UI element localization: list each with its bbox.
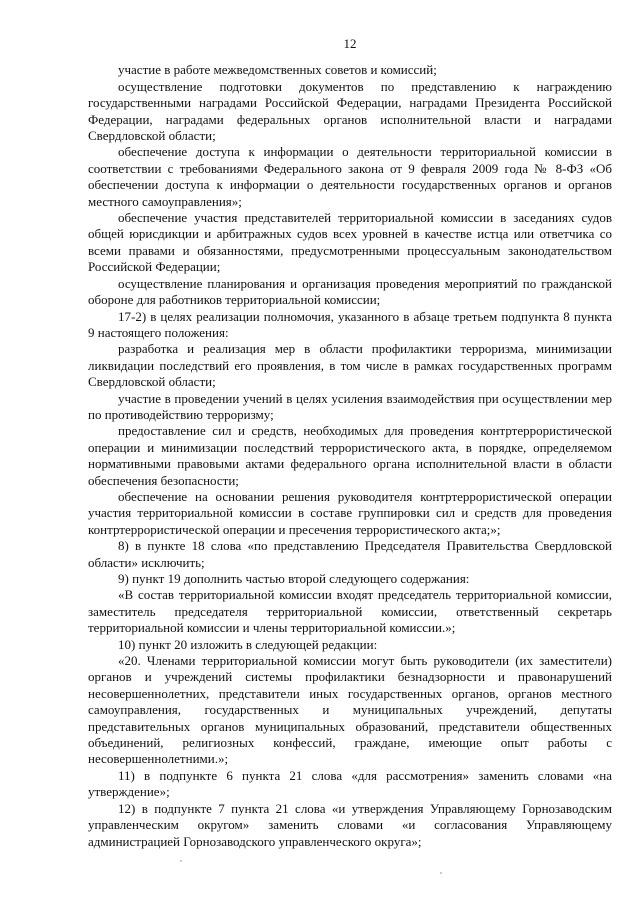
page-number: 12 <box>343 36 357 51</box>
paragraph-15: «20. Членами территориальной комиссии могут быть руководители (их заместители) органов и учреждений системы профилактики безнадзорности и правонарушений несовершеннолетних, представители иных государственных органов, органов местного самоуправления, государственных и муниципальных учреждений, депутаты представительных органов муниципальных образований, представители общественных объединений, религиозных конфессий, граждане, имеющие опыт работы с несовершеннолетними.»; <box>88 653 612 767</box>
scan-speck <box>440 872 442 874</box>
paragraph-1: участие в работе межведомственных советов и комиссий; <box>118 62 437 78</box>
paragraph-10: обеспечение на основании решения руководителя контртеррористической операции участия территориальной комиссии в составе группировки сил и средств для проведения контртеррористической операции и пресечения террористического акта;»; <box>88 488 612 537</box>
paragraph-16: 11) в подпункте 6 пункта 21 слова «для рассмотрения» заменить словами «на утверждение»; <box>88 767 612 800</box>
paragraph-11: 8) в пункте 18 слова «по представлению Председателя Правительства Свердловской области» исключить; <box>88 538 612 570</box>
paragraph-5: осуществление планирования и организация проведения мероприятий по гражданской обороне для работников территориальной комиссии; <box>88 275 612 308</box>
scan-speck <box>180 860 182 862</box>
document-page <box>88 36 612 850</box>
paragraph-6: 17-2) в целях реализации полномочия, указанного в абзаце третьем подпункта 8 пункта 9 настоящего положения: <box>88 308 612 340</box>
paragraph-8: участие в проведении учений в целях усиления взаимодействия при осуществлении мер по противодействию терроризму; <box>88 390 612 422</box>
paragraph-13: «В состав территориальной комиссии входят председатель территориальной комиссии, заместитель председателя территориальной комиссии, ответственный секретарь территориальной комиссии и члены территориальной комиссии.»; <box>88 587 612 636</box>
paragraph-12: 9) пункт 19 дополнить частью второй следующего содержания: <box>118 571 470 586</box>
paragraph-17: 12) в подпункте 7 пункта 21 слова «и утверждения Управляющему Горнозаводским управленческим округом» заменить словами «и согласования Управляющему администрацией Горнозаводского управленческого округа»; <box>88 800 612 849</box>
paragraph-9: предоставление сил и средств, необходимых для проведения контртеррористической операции и минимизации последствий террористического акта, в порядке, определяемом нормативными правовыми актами федерального органа исполнительной власти в области обеспечения безопасности; <box>88 423 612 488</box>
paragraph-2: осуществление подготовки документов по представлению к награждению государственными наградами Российской Федерации, наградами Президента Российской Федерации, наградами федеральных органов исполнительной власти и наградами Свердловской области; <box>88 78 612 144</box>
paragraph-3: обеспечение доступа к информации о деятельности территориальной комиссии в соответствии с требованиями Федерального закона от 9 февраля 2009 года № 8-ФЗ «Об обеспечении доступа к информации о деятельности государственных органов и органов местного самоуправления»; <box>88 144 612 209</box>
paragraph-14: 10) пункт 20 изложить в следующей редакции: <box>118 636 378 652</box>
paragraph-7: разработка и реализация мер в области профилактики терроризма, минимизации ликвидации последствий его проявления, в том числе в рамках государственных программ Свердловской области; <box>88 341 612 390</box>
paragraph-4: обеспечение участия представителей территориальной комиссии в заседаниях судов общей юрисдикции и арбитражных судов всех уровней в качестве истца или ответчика со всеми правами и обязанностями, предусмотренными процессуальным законодательством Российской Федерации; <box>88 210 612 275</box>
